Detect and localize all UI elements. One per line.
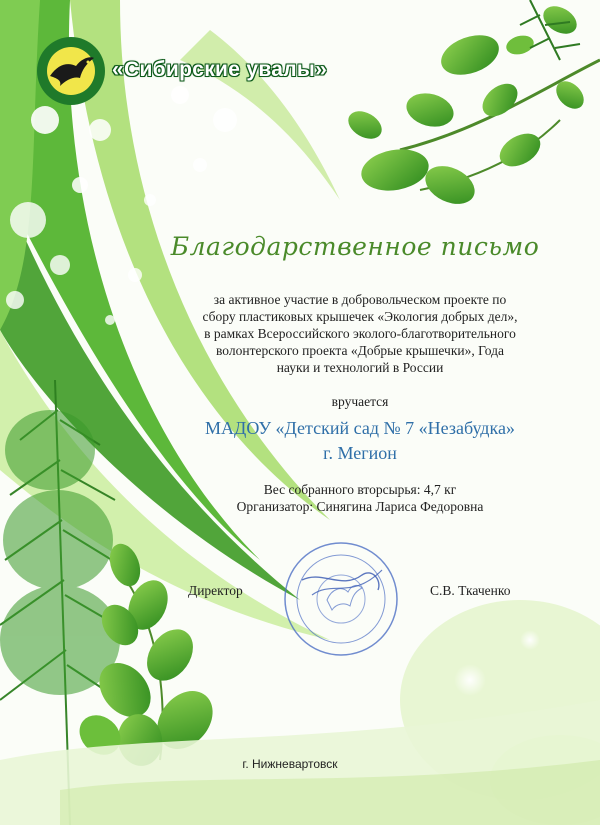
awarded-label: вручается [331, 394, 389, 409]
recipient-city: г. Мегион [323, 443, 397, 463]
letter-details [150, 481, 570, 515]
signature-role: Директор [188, 583, 243, 598]
body-line: науки и технологий в России [276, 360, 444, 375]
letter-title: Благодарственное письмо [170, 232, 540, 261]
body-line: в рамках Всероссийского эколого-благотворительного [204, 326, 516, 341]
body-line: волонтерского проекта «Добрые крышечки», Года [216, 343, 504, 358]
signature-name: С.В. Ткаченко [430, 583, 511, 598]
letter-body [150, 291, 570, 376]
body-line: сбору пластиковых крышечек «Экология добрых дел», [202, 309, 518, 324]
body-line: за активное участие в добровольческом проекте по [213, 292, 507, 307]
weight-line: Вес собранного вторсырья: 4,7 кг [263, 482, 457, 497]
organizer-line: Организатор: Синягина Лариса Федоровна [236, 499, 484, 514]
official-stamp-icon [282, 540, 400, 658]
recipient [150, 416, 570, 466]
footer-city: г. Нижневартовск [242, 757, 338, 771]
eagle-logo-icon [36, 36, 106, 106]
brand-name: «Сибирские увалы» [112, 58, 328, 81]
recipient-name: МАДОУ «Детский сад № 7 «Незабудка» [205, 418, 515, 438]
